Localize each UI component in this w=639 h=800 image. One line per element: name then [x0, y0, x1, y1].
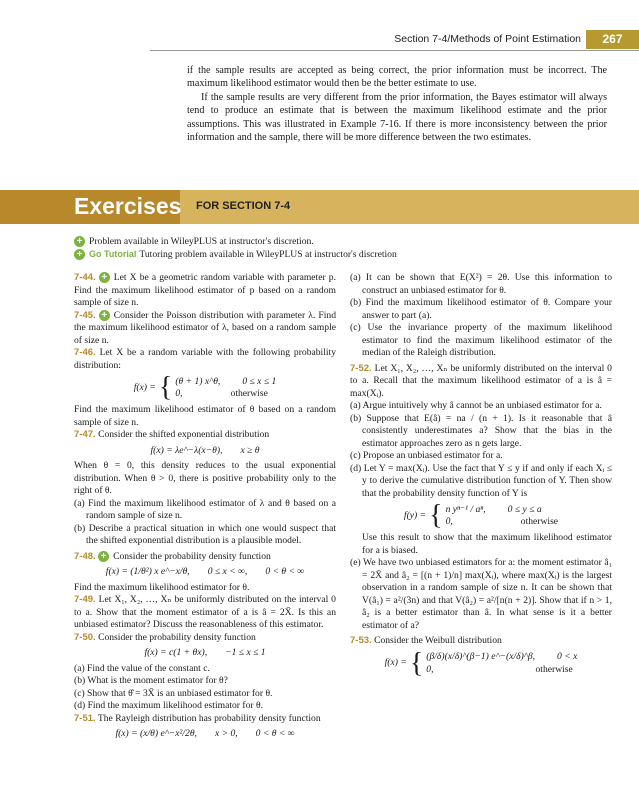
intro-paragraph-1: if the sample results are accepted as being correct, the prior information must be incorrect. The maximum likelihood estimator would then be the better estimate to use. — [187, 65, 607, 90]
equation-cases — [446, 504, 559, 529]
case-expression: 0, — [445, 516, 453, 527]
exercise-part: (b) Describe a practical situation in which one would suspect that the shifted exponential distribution is a plausible model. — [74, 522, 336, 546]
exercise-number: 7-45. — [74, 309, 96, 321]
equation-7-51 — [74, 728, 336, 741]
exercise-text: Consider the probability density function — [98, 631, 256, 643]
intro-paragraph-2: If the sample results are very different from the prior information, the Bayes estimator will always tend to produce an estimate that is between the maximum likelihood estimate and the prior assumptions. This was illustrated in Example 7-16. If there is more inconsistency between the prior information and the sample, there will be more difference between the two estimates. — [187, 91, 607, 144]
intro-text — [187, 64, 607, 144]
equation-7-52 — [350, 502, 612, 530]
exercise-part: (d) Let Y = max(Xᵢ). Use the fact that Y ≤ y if and only if each Xᵢ ≤ y to derive the cumulative distribution function of Y. Then show that the probability density function of Y is — [350, 462, 612, 499]
page-number: 267 — [586, 30, 639, 49]
equation-cases — [426, 651, 577, 676]
plus-icon: + — [74, 249, 85, 260]
exercise-number: 7-53. — [350, 635, 372, 646]
exercise-number: 7-50. — [74, 631, 96, 643]
exercise-text: The Rayleigh distribution has probability density function — [97, 712, 321, 724]
brace-icon: { — [158, 372, 173, 403]
exercise-7-44 — [74, 272, 336, 310]
equation-expression: f(x) = λe^−λ(x−θ), — [150, 444, 223, 456]
exercise-part: (a) It can be shown that E(X²) = 2θ. Use this information to construct an unbiased estimator for θ. — [350, 272, 612, 296]
exercise-text: Consider the Poisson distribution with parameter λ. Find the maximum likelihood estimator of λ, based on a random sample of size n. — [74, 309, 336, 346]
exercise-part: (b) Find the maximum likelihood estimator of θ. Compare your answer to part (a). — [350, 297, 612, 321]
equation-cases — [175, 376, 276, 401]
exercise-text: Find the maximum likelihood estimator for θ. — [74, 581, 250, 593]
exercise-part: (a) Argue intuitively why â cannot be an unbiased estimator for a. — [350, 400, 602, 411]
exercise-text: Consider the shifted exponential distribution — [98, 429, 270, 440]
exercise-part: (c) Use the invariance property of the maximum likelihood estimator to find the maximum likelihood estimator of the median of the Raleigh distribution. — [350, 322, 612, 358]
equation-range: x > 0, — [214, 728, 238, 739]
legend-text-tutorial: Tutoring problem available in WileyPLUS at instructor's discretion — [139, 249, 397, 260]
go-tutorial-label: Go Tutorial — [89, 249, 137, 259]
right-column — [350, 272, 612, 680]
page-header — [0, 30, 639, 50]
exercise-part: (d) Find the maximum likelihood estimator for θ. — [74, 700, 263, 711]
exercise-part: (a) Find the value of the constant c. — [74, 662, 210, 674]
exercise-number: 7-44. — [74, 272, 96, 283]
exercise-number: 7-48. — [74, 550, 96, 562]
exercise-text: Consider the probability density function — [113, 550, 271, 562]
legend — [74, 235, 397, 261]
section-title: Section 7-4/Methods of Point Estimation — [394, 33, 581, 45]
exercise-7-48 — [74, 551, 336, 564]
exercise-7-49 — [74, 594, 336, 632]
exercise-part: (b) What is the moment estimator for θ? — [74, 675, 228, 686]
case-range: 0 ≤ x ≤ 1 — [242, 375, 277, 387]
case-range: otherwise — [520, 516, 559, 527]
equation-range: x ≥ θ — [240, 444, 260, 456]
case-expression: 0, — [426, 663, 434, 675]
equation-range: 0 < θ < ∞ — [255, 728, 295, 739]
header-rule — [150, 50, 639, 51]
equation-expression: f(x) = (x/θ) e^−x²/2θ, — [115, 728, 197, 739]
plus-icon: + — [99, 272, 110, 283]
exercise-part: (c) Show that θ̂ = 3X̄ is an unbiased estimator for θ. — [74, 687, 273, 699]
equation-7-53 — [350, 647, 612, 679]
brace-icon: { — [409, 647, 424, 679]
case-range: 0 < x — [557, 651, 578, 662]
legend-row-problem — [74, 235, 397, 248]
equation-7-46 — [74, 374, 336, 402]
equation-7-50 — [74, 647, 336, 660]
exercise-7-52 — [350, 363, 612, 401]
exercise-part: (a) Find the maximum likelihood estimator of λ and θ based on a random sample of size n. — [74, 497, 336, 521]
exercise-number: 7-49. — [74, 594, 96, 605]
exercise-number: 7-46. — [74, 347, 96, 358]
equation-lhs: f(x) = — [384, 657, 407, 669]
equation-7-48 — [74, 566, 336, 579]
case-expression: (θ + 1) x^θ, — [175, 375, 221, 387]
exercise-7-51 — [74, 713, 336, 726]
equation-expression: f(x) = c(1 + θx), — [144, 647, 208, 658]
exercise-number: 7-47. — [74, 429, 96, 440]
exercise-text: Use this result to show that the maximum likelihood estimator for a is biased. — [362, 532, 612, 556]
left-column — [74, 272, 336, 744]
exercise-7-45 — [74, 310, 336, 348]
exercise-7-53 — [350, 635, 612, 648]
exercises-title: Exercises — [74, 193, 182, 219]
exercise-text: Let X₁, X₂, …, Xₙ be uniformly distributed on the interval 0 to a. Recall that the maximum likelihood estimator of a is â = max(Xᵢ). — [350, 362, 612, 399]
equation-lhs: f(x) = — [133, 381, 156, 393]
case-expression: 0, — [175, 388, 183, 399]
equation-lhs: f(y) = — [403, 509, 427, 521]
case-range: otherwise — [535, 663, 573, 675]
equation-range: −1 ≤ x ≤ 1 — [225, 647, 266, 658]
legend-text-problem: Problem available in WileyPLUS at instructor's discretion. — [89, 236, 314, 247]
exercise-7-46 — [74, 347, 336, 372]
case-range: 0 ≤ y ≤ a — [507, 503, 542, 515]
exercise-text: Let X be a random variable with the following probability distribution: — [74, 347, 337, 371]
brace-icon: { — [429, 500, 443, 531]
exercises-subtitle: FOR SECTION 7-4 — [196, 200, 291, 212]
legend-row-tutorial — [74, 248, 397, 261]
exercise-text: Let X be a geometric random variable with parameter p. Find the maximum likelihood estimator of p based on a random sample of size n. — [74, 272, 336, 308]
equation-range: 0 ≤ x < ∞, — [207, 566, 248, 577]
exercise-number: 7-51. — [74, 712, 96, 724]
equation-7-47 — [74, 445, 336, 458]
exercise-7-47 — [74, 429, 336, 442]
plus-icon: + — [74, 236, 85, 247]
plus-icon: + — [99, 310, 110, 321]
exercise-text: Find the maximum likelihood estimator of θ based on a random sample of size n. — [74, 404, 336, 428]
exercise-part: (b) Suppose that E(â) = na / (n + 1). Is it reasonable that â consistently underestimates a? Show that the bias in the estimator approaches zero as n gets large. — [350, 412, 612, 449]
case-range: otherwise — [230, 388, 268, 399]
exercise-text: When θ = 0, this density reduces to the usual exponential distribution. When θ > 0, there is positive probability only to the right of θ. — [74, 460, 336, 496]
exercise-number: 7-52. — [350, 362, 372, 374]
exercise-part: (c) Propose an unbiased estimator for a. — [350, 450, 503, 461]
exercises-banner — [0, 190, 639, 224]
case-expression: n yⁿ⁻¹ / aⁿ, — [445, 503, 486, 515]
exercise-part: (e) We have two unbiased estimators for a: the moment estimator â₁ = 2X̄ and â₂ = [(n + 1)/n] max(Xᵢ), where max(Xᵢ) is the largest observation in a random sample of size n. It can be shown that V(â₁) = a²/(3n) and that V(â₂) = a²/[n(n + 2)]. Show that if n > 1, â₂ is a better estimator than â. In what sense is it a better estimator of a? — [350, 557, 612, 631]
case-expression: (β/δ)(x/δ)^(β−1) e^−(x/δ)^β, — [426, 651, 536, 662]
exercise-text: Let X₁, X₂, …, Xₙ be uniformly distributed on the interval 0 to a. Show that the moment estimator of a is â = 2X̄. Is this an unbiased estimator? Discuss the reasonableness of this estimator. — [74, 594, 336, 630]
equation-range: 0 < θ < ∞ — [265, 566, 305, 577]
exercise-7-50 — [74, 632, 336, 645]
plus-icon: + — [98, 551, 109, 562]
exercise-text: Consider the Weibull distribution — [374, 635, 502, 646]
equation-expression: f(x) = (1/θ²) x e^−x/θ, — [105, 566, 190, 577]
